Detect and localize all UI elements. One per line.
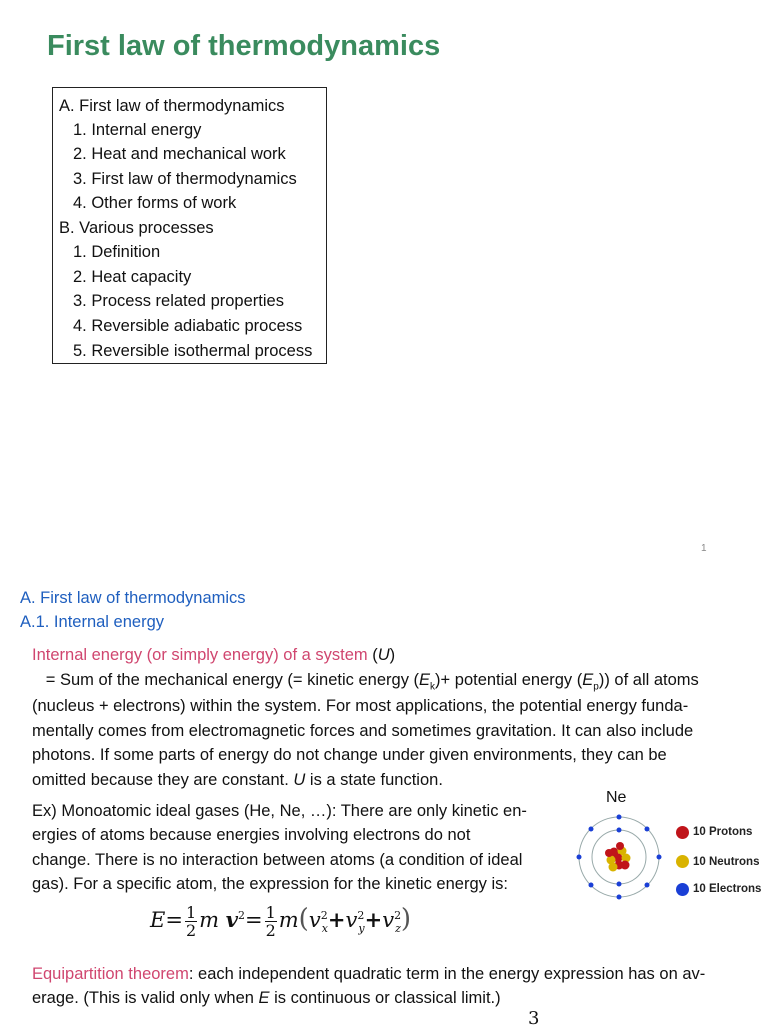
internal-energy-line-2: (nucleus + electrons) within the system. For most applications, the potential energy funda- [32,697,689,715]
internal-energy-line-3: mentally comes from electromagnetic forces and sometimes gravitation. It can also include [32,722,694,740]
atom-element-label: Ne [606,789,627,806]
fraction-half: $\frac{1}{2}$ [265,903,276,940]
toc-item: 4. Other forms of work [73,194,237,212]
partial-equation-numeral: 3 [528,1008,540,1029]
neutrons-legend-label: 10 Neutrons [693,856,760,868]
toc-item: 4. Reversible adiabatic process [73,317,303,335]
nucleus [605,842,631,872]
toc-item: 2. Heat capacity [73,268,192,286]
subsection-heading: A.1. Internal energy [20,613,165,631]
kinetic-energy-equation: E= $\frac{1}{2}$ m $v^2=$ $\frac{1}{2}$ $m(v^2_x+v^2_y+v^2_z)$ [150,903,412,940]
internal-energy-term: Internal energy (or simply energy) of a system [32,646,368,664]
section-heading: A. First law of thermodynamics [20,589,246,607]
example-line-1: Ex) Monoatomic ideal gases (He, Ne, …): There are only kinetic en- [32,802,527,820]
toc-item: 1. Internal energy [73,121,202,139]
neutrons-legend-marker [676,855,689,868]
neon-atom-diagram [574,814,664,900]
internal-energy-line-1: = Sum of the mechanical energy (= kinetic energy $(E_k)+$ potential energy $(E_p)$) of all atoms [32,671,699,693]
equipartition-line-2: erage. (This is valid only when E is continuous or classical limit.) [32,989,501,1007]
toc-item: A. First law of thermodynamics [59,97,285,115]
toc-item: 3. First law of thermodynamics [73,170,297,188]
internal-energy-definition-title: Internal energy (or simply energy) of a system (U) [32,646,396,664]
symbol-U: U [377,646,390,664]
equipartition-line-1: Equipartition theorem: each independent quadratic term in the energy expression has on av- [32,965,706,983]
page-number: 1 [701,543,707,554]
protons-legend-marker [676,826,689,839]
toc-item: 2. Heat and mechanical work [73,145,286,163]
equipartition-term: Equipartition theorem [32,965,189,983]
page-title: First law of thermodynamics [47,30,441,62]
example-line-3: change. There is no interaction between atoms (a condition of ideal [32,851,523,869]
electrons-legend-marker [676,883,689,896]
toc-item: 1. Definition [73,243,161,261]
example-line-4: gas). For a specific atom, the expression for the kinetic energy is: [32,875,508,893]
toc-item: 5. Reversible isothermal process [73,342,313,360]
protons-legend-label: 10 Protons [693,826,753,838]
toc-item: 3. Process related properties [73,292,284,310]
toc-item: B. Various processes [59,219,214,237]
electrons-legend-label: 10 Electrons [693,883,762,895]
fraction-half: $\frac{1}{2}$ [185,903,197,940]
internal-energy-line-5: omitted because they are constant. U is a state function. [32,771,443,789]
internal-energy-line-4: photons. If some parts of energy do not change under given environments, they can be [32,746,667,764]
table-of-contents [52,87,327,364]
example-line-2: ergies of atoms because energies involving electrons do not [32,826,471,844]
